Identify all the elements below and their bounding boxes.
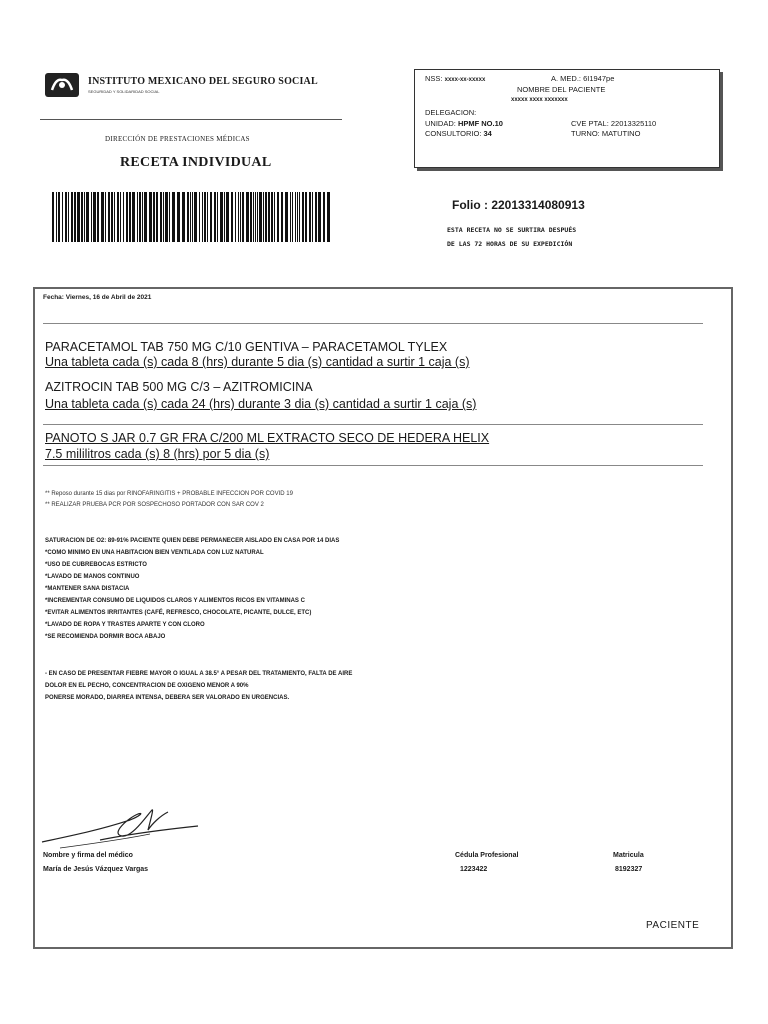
- barcode: [52, 192, 332, 242]
- instruction-line: *USO DE CUBREBOCAS ESTRICTO: [45, 562, 147, 568]
- patient-name-label: NOMBRE DEL PACIENTE: [517, 85, 606, 94]
- copy-label: PACIENTE: [646, 920, 700, 931]
- patient-name-value: xxxxx xxxx xxxxxxx: [511, 97, 568, 103]
- doctor-label: Nombre y firma del médico: [43, 852, 133, 859]
- instruction-line: *LAVADO DE ROPA Y TRASTES APARTE Y CON CLORO: [45, 622, 205, 628]
- doctor-name: María de Jesús Vázquez Vargas: [43, 866, 149, 873]
- turno-field: TURNO: MATUTINO: [571, 129, 641, 138]
- instruction-line: *INCREMENTAR CONSUMO DE LIQUIDOS CLAROS Y ALIMENTOS RICOS EN VITAMINAS C: [45, 598, 305, 604]
- medication-dose: Una tableta cada (s) cada 24 (hrs) durante 3 dia (s) cantidad a surtir 1 caja (s): [45, 397, 477, 411]
- unidad-field: UNIDAD: HPMF NO.10: [425, 119, 503, 128]
- nss-field: NSS: xxxx-xx-xxxxx: [425, 74, 486, 83]
- divider: [43, 465, 703, 466]
- instruction-line: *EVITAR ALIMENTOS IRRITANTES (CAFÉ, REFRESCO, CHOCOLATE, PICANTE, DULCE, ETC): [45, 610, 312, 616]
- instruction-line: *SE RECOMIENDA DORMIR BOCA ABAJO: [45, 634, 166, 640]
- instruction-line: *MANTENER SANA DISTACIA: [45, 586, 130, 592]
- emergency-warning: [45, 668, 352, 704]
- doctor-signature: [40, 800, 200, 852]
- warning-line: DOLOR EN EL PECHO, CONCENTRACION DE OXIGENO MENOR A 90%: [45, 683, 249, 689]
- header-divider: [40, 119, 342, 120]
- clinical-note: ** Reposo durante 15 dias por RINOFARINGITIS + PROBABLE INFECCION POR COVID 19: [45, 491, 293, 497]
- medication-dose: 7.5 mililitros cada (s) 8 (hrs) por 5 dia (s): [45, 447, 270, 461]
- instruction-line: SATURACION DE O2: 89-91% PACIENTE QUIEN DEBE PERMANECER AISLADO EN CASA POR 14 DIAS: [45, 538, 340, 544]
- divider: [43, 323, 703, 324]
- warning-line: PONERSE MORADO, DIARREA INTENSA, DEBERA SER VALORADO EN URGENCIAS.: [45, 695, 290, 701]
- clinical-note: ** REALIZAR PRUEBA PCR POR SOSPECHOSO PORTADOR CON SAR COV 2: [45, 502, 264, 508]
- page-title: RECETA INDIVIDUAL: [120, 155, 272, 170]
- prescription-date: Fecha: Viernes, 16 de Abril de 2021: [43, 294, 152, 301]
- divider: [43, 424, 703, 425]
- care-instructions: [45, 535, 339, 643]
- expiry-notice: ESTA RECETA NO SE SURTIRA DESPUÉS DE LAS 72 HORAS DE SU EXPEDICIÓN: [447, 226, 577, 248]
- cedula-label: Cédula Profesional: [455, 852, 519, 859]
- patient-info-box: [414, 69, 720, 168]
- folio-number: Folio : 22013314080913: [452, 198, 585, 212]
- matricula-value: 8192327: [615, 866, 643, 873]
- cve-ptal-field: CVE PTAL: 22013325110: [571, 119, 657, 128]
- instruction-line: *LAVADO DE MANOS CONTINUO: [45, 574, 140, 580]
- warning-line: - EN CASO DE PRESENTAR FIEBRE MAYOR O IGUAL A 38.5° A PESAR DEL TRATAMIENTO, FALTA DE AIRE: [45, 671, 353, 677]
- medication-name: PANOTO S JAR 0.7 GR FRA C/200 ML EXTRACTO SECO DE HEDERA HELIX: [45, 431, 490, 445]
- consultorio-field: CONSULTORIO: 34: [425, 129, 492, 138]
- amed-field: A. MED.: 6I1947pe: [551, 74, 615, 83]
- institution-subtitle: SEGURIDAD Y SOLIDARIDAD SOCIAL: [88, 89, 160, 94]
- instruction-line: *COMO MINIMO EN UNA HABITACION BIEN VENTILADA CON LUZ NATURAL: [45, 550, 264, 556]
- medication-name: PARACETAMOL TAB 750 MG C/10 GENTIVA – PARACETAMOL TYLEX: [45, 340, 448, 354]
- medication-name: AZITROCIN TAB 500 MG C/3 – AZITROMICINA: [45, 380, 313, 394]
- direction-label: DIRECCIÓN DE PRESTACIONES MÉDICAS: [105, 135, 250, 143]
- institution-name: INSTITUTO MEXICANO DEL SEGURO SOCIAL: [88, 76, 318, 87]
- medication-dose: Una tableta cada (s) cada 8 (hrs) durante 5 dia (s) cantidad a surtir 1 caja (s): [45, 355, 470, 369]
- matricula-label: Matricula: [613, 852, 644, 859]
- cedula-value: 1223422: [460, 866, 488, 873]
- imss-logo-icon: [44, 72, 80, 98]
- delegacion-field: DELEGACION:: [425, 108, 477, 117]
